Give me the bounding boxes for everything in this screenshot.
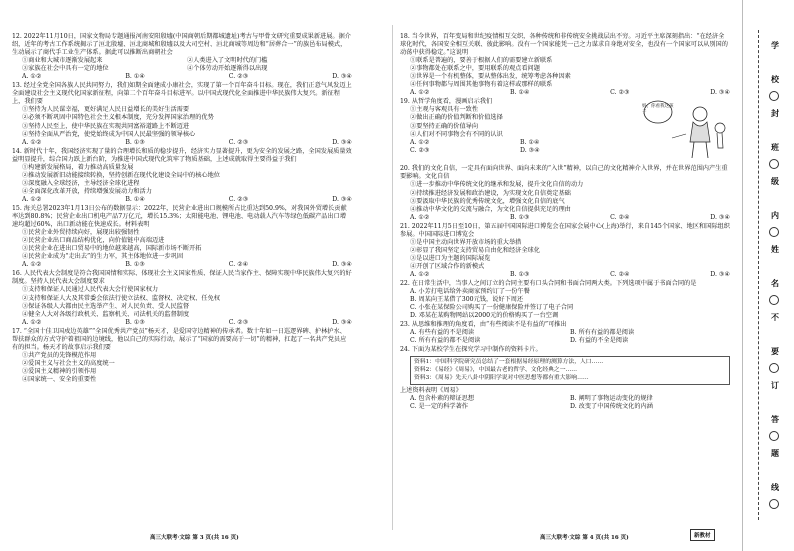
option: ②支持和保证人大及其常委会依法行使立法权、监督权、决定权、任免权 bbox=[22, 294, 220, 302]
question-prompt: 上述资料表明《周易》 bbox=[400, 387, 462, 395]
option: A. 小芳打电话给外卖商家预约订了一份午餐 bbox=[410, 288, 530, 296]
binding-circle-icon bbox=[769, 499, 779, 509]
option: ②推动发展新旧动能接续转换，坚持创新在现代化建设全局中的核心地位 bbox=[22, 171, 220, 179]
option: ④任何事物都与周围其他事物有着这样或那样的联系 bbox=[410, 81, 553, 89]
option: C. 小张在某保险公司购买了一份健康保险并签订了电子合同 bbox=[410, 304, 574, 312]
question-stem: 14. 新时代十年，我国经济实现了量的合理增长和质的稳步提升，经济实力显著提升，更为安全的发展之路，全国发展质量效益明显提升，综合国力跃上新台阶，为推进中国式现代化筑牢了物质基础，上述成就取得主要得益于我们 bbox=[12, 147, 352, 163]
right-column bbox=[400, 33, 730, 412]
binding-char: 答 bbox=[771, 414, 779, 424]
cartoon-illustration bbox=[638, 98, 730, 162]
binding-circle-icon bbox=[769, 159, 779, 169]
question-stem: 18. 当今世界，百年变局和世纪疫情相互交织，各种传统和非传统安全挑战层出不穷。习近平主席深刻指出：“在经济全球化时代，各国安全相互关联、彼此影响。没有一个国家能凭一己之力谋求自身绝对安全，也没有一个国家可以从别国的动荡中获得稳定。”这说明 bbox=[400, 33, 728, 57]
option: ③要汲取中华民族的优秀传统文化，增强文化自信的底气 bbox=[410, 197, 565, 205]
option: C. 是一定的科学著作 bbox=[410, 403, 468, 411]
binding-char: 要 bbox=[771, 346, 779, 356]
question-24 bbox=[400, 346, 730, 411]
question-22 bbox=[400, 280, 730, 320]
question-stem: 20. 我们的文化自信，一定具有面向世界、面向未来的“入世”精神，以自己的文化精神介入世界，并在世界范围内产生重要影响。文化自信 bbox=[400, 165, 728, 181]
option: ②做出正确的价值判断和价值选择 bbox=[410, 114, 503, 122]
option: ①共产党员的先锋模范作用 bbox=[22, 351, 97, 359]
choice-b: B. ①④ bbox=[510, 89, 530, 97]
question-21 bbox=[400, 223, 730, 279]
question-20 bbox=[400, 165, 730, 221]
option: A. 包含朴素的辩证思想 bbox=[410, 395, 475, 403]
question-stem: 19. 从哲学角度看，漫画启示我们 bbox=[400, 98, 493, 106]
question-13 bbox=[12, 82, 352, 146]
choice-d: D. ③④ bbox=[710, 270, 730, 278]
binding-circle-icon bbox=[769, 363, 779, 373]
choice-c: C. ②④ bbox=[610, 213, 630, 221]
option: D. 改变了中国传统文化的内涵 bbox=[570, 403, 653, 411]
choice-d: D. ③④ bbox=[710, 89, 730, 97]
binding-char: 姓 bbox=[771, 244, 779, 254]
left-column bbox=[12, 33, 352, 385]
choice-a: A. ①② bbox=[22, 195, 42, 203]
question-14 bbox=[12, 148, 352, 204]
option: ③爱国主义精神的引领作用 bbox=[22, 367, 97, 375]
choice-c: C. ②④ bbox=[228, 261, 249, 269]
material-line: 资料2：《易经》《周易》，中国最古老的哲学、文化经典之一…… bbox=[414, 367, 578, 374]
choice-b: B. ①④ bbox=[125, 195, 145, 203]
option: ②爱国主义与社会主义的高度统一 bbox=[22, 359, 115, 367]
binding-circle-icon bbox=[769, 431, 779, 441]
option: ③世界是一个有机整体，要从整体出发，统筹考虑各种因素 bbox=[410, 73, 571, 81]
binding-char: 不 bbox=[771, 312, 779, 322]
option: ②必须不断巩固中国特色社会主义根本制度，充分发挥国家治理的优势 bbox=[22, 114, 214, 122]
question-16 bbox=[12, 270, 352, 326]
binding-char: 内 bbox=[771, 210, 779, 220]
option: C. 所有有益的都不是阅读 bbox=[410, 337, 481, 345]
choice-a: A. ①② bbox=[22, 318, 42, 326]
question-12 bbox=[12, 33, 352, 81]
choice-d: D. ③④ bbox=[332, 261, 352, 269]
option: ④推动中华文化的交流与融合，为文化自信提供充足的理由 bbox=[410, 205, 571, 213]
binding-line bbox=[758, 30, 759, 520]
option: ①进一步推动中华传统文化的继承和发展，提升文化自信的动力 bbox=[410, 181, 584, 189]
option: B. 所有有益的都是阅读 bbox=[570, 329, 635, 337]
binding-char: 名 bbox=[771, 278, 779, 288]
option: B. 阐明了事物运动变化的规律 bbox=[570, 395, 653, 403]
option: ③家族在社会中具有一定的地位 bbox=[22, 65, 109, 73]
choice-a: A. ①② bbox=[410, 89, 430, 97]
option: ①商业和大城市逐渐发展起来 bbox=[22, 57, 103, 65]
option: ②彰显了我国坚定支持贸易自由化和经济全球化 bbox=[410, 246, 540, 254]
option: ③民营企业在进出口贸易中的地位越来越高，国际新市场不断开拓 bbox=[22, 245, 202, 253]
binding-strip bbox=[742, 0, 794, 551]
option: ③深度融入全球经济，主导经济全球化进程 bbox=[22, 179, 140, 187]
choice-a: A. ①② bbox=[22, 138, 42, 146]
binding-char: 校 bbox=[771, 74, 779, 84]
binding-char: 级 bbox=[771, 176, 779, 186]
choice-a: A. ①② bbox=[22, 73, 42, 81]
question-19 bbox=[400, 98, 730, 164]
option: ②持续推进经济发展和政治建设，为实现文化自信奠定基础 bbox=[410, 189, 571, 197]
option: ②民营企业出口商品结构优化，向价值链中高端迈进 bbox=[22, 237, 165, 245]
option: ③是以进口为主题的国际展览 bbox=[410, 254, 491, 262]
option: D. 邓某在某购物网站以2000元的价格购买了一台空调 bbox=[410, 312, 559, 320]
option: ④个体劳动开始逐渐得以出现 bbox=[187, 65, 268, 73]
choice-c: C. ②③ bbox=[228, 138, 249, 146]
choice-c: C. ②③ bbox=[228, 195, 249, 203]
question-stem: 22. 在日常生活中，当事人之间订立的合同主要有口头合同和书面合同两大类。下列选项中属于书面合同的是 bbox=[400, 280, 697, 288]
option: D. 有益的不全是阅读 bbox=[570, 337, 629, 345]
option: ③保证各级人大都由民主选举产生、对人民负责、受人民监督 bbox=[22, 302, 190, 310]
option: ①构建新发展格局，着力推动高质量发展 bbox=[22, 163, 134, 171]
option: ③坚持人民至上，使中华民族在实现共同富裕道路上不断迈进 bbox=[22, 122, 190, 130]
choice-d: D. ③④ bbox=[332, 138, 352, 146]
option: B. 周某向王某借了300元钱，说好下周还 bbox=[410, 296, 524, 304]
binding-char: 订 bbox=[771, 380, 779, 390]
question-15 bbox=[12, 205, 352, 269]
binding-char: 题 bbox=[771, 448, 779, 458]
option: ④全面深化改革开放，持续增强发展动力和活力 bbox=[22, 187, 152, 195]
question-18 bbox=[400, 33, 730, 97]
option: ③要坚持正确的价值导向 bbox=[410, 122, 479, 130]
choice-d: D. ③④ bbox=[710, 213, 730, 221]
question-stem: 21. 2022年11月5日至10日，第五届中国国际进口博览会在国家会展中心(上海)举行，来自145个国家、地区和国际组织参展。中国国际进口博览会 bbox=[400, 222, 730, 238]
binding-char: 学 bbox=[771, 40, 779, 50]
cartoon-caption: 妈，你看我这孩子 bbox=[642, 104, 674, 115]
binding-char: 封 bbox=[771, 108, 779, 118]
option: ④坚持全面从严治党，使党始终成为中国人民最坚强的领导核心 bbox=[22, 130, 196, 138]
option: ①民营企业外贸持续向好，展现出较强韧性 bbox=[22, 229, 140, 237]
binding-char: 班 bbox=[771, 142, 779, 152]
choice-b: B. ①③ bbox=[125, 138, 145, 146]
page-footer-right: 高三大联考·文综 第 4 页(共 16 页) bbox=[540, 535, 629, 541]
choice-b: B. ①③ bbox=[125, 318, 145, 326]
question-stem: 23. 从思维和推理的角度看，由“有些阅读不是有益的”可推出 bbox=[400, 321, 567, 329]
material-line: 资料1：中国科学院研究员总结了一套根据易经原理的测算方法，人口…… bbox=[414, 359, 604, 366]
option: A. 有些有益的不是阅读 bbox=[410, 329, 475, 337]
page-footer-left: 高三大联考·文综 第 3 页(共 16 页) bbox=[150, 535, 239, 541]
option: ①支持和保证人民通过人民代表大会行使国家权力 bbox=[22, 286, 159, 294]
choice-a: A. ①② bbox=[410, 213, 430, 221]
binding-circle-icon bbox=[769, 295, 779, 305]
question-stem: 24. 下面为某校学生在探究学习中制作的资料卡片。 bbox=[400, 346, 542, 354]
choice-b: B. ①④ bbox=[125, 73, 145, 81]
material-line: 资料3：《周易》先天八卦中阴阳学说对中医思想等都有重大影响…… bbox=[414, 374, 589, 381]
option: ④健全人大对各级行政机关、监察机关、司法机关的监督制度 bbox=[22, 310, 190, 318]
question-stem: 15. 海关总署2023年1月13日公布的数据显示：2022年，民营企业进出口规模所占比重达到50.9%，对我国外贸增长贡献率达到80.8%；民营企业出口机电产品7万亿元，增长15.3%；太阳能电池、锂电池、电动载人汽车等绿色低碳产品出口增速均超过60%，出口新动能在快速成长。材料表明 bbox=[12, 204, 347, 229]
choice-c: C. ②③ bbox=[228, 73, 249, 81]
question-stem: 17. “全国十佳卫国戍边英雄”“全国优秀共产党员”杨天才，是爱国守边精神的传承者。数十年如一日巡逻界碑、护林护水、帮扶群众的方式守护着祖国的边境线，他以自己的实际行动，展示了“国家的需要高于一切”的精神，扛起了一名共产党员应有的担当。杨天才的故事启示我们要 bbox=[12, 327, 347, 351]
choice-b: B. ①③ bbox=[125, 261, 145, 269]
choice-a: A. ①② bbox=[22, 261, 42, 269]
question-23 bbox=[400, 321, 730, 345]
option: ①坚持为人民谋幸福，更好满足人民日益增长的美好生活需要 bbox=[22, 106, 190, 114]
choice-d: D. ③④ bbox=[332, 318, 352, 326]
option: ④国家统一、安全的重要性 bbox=[22, 375, 97, 383]
option: ①主观与客观具有一致性 bbox=[410, 106, 479, 114]
choice-d: D. ③④ bbox=[520, 146, 540, 154]
choice-c: C. ②③ bbox=[610, 89, 630, 97]
option: ④开创了区域合作的新模式 bbox=[410, 262, 485, 270]
question-17 bbox=[12, 328, 352, 384]
question-stem: 12. 2022年11月10日，国家文物局专题通报河南安阳殷墟(中国商朝后期都城遗址)考古与甲骨文研究重要成果新进展。据介绍，近年的考古工作系统揭示了洹北殷墟、洹北商城和殷墟以及大司空村、洹北商城等周边和“居葬合一”的族邑布局模式，生动展示了商代手工业生产体系。据此可以推断出商朝社会 bbox=[12, 33, 351, 57]
material-card bbox=[410, 356, 730, 385]
choice-b: B. ①③ bbox=[510, 213, 530, 221]
choice-d: D. ③④ bbox=[332, 195, 352, 203]
choice-d: D. ③④ bbox=[332, 73, 352, 81]
binding-char: 线 bbox=[771, 482, 779, 492]
column-divider bbox=[392, 25, 393, 530]
option: ②事物都处在联系之中，要用联系的观点看问题 bbox=[410, 65, 540, 73]
choice-b: B. ①④ bbox=[520, 138, 540, 146]
choice-a: A. ①② bbox=[410, 138, 430, 146]
option: ①是中国主动向世界开放市场的重大举措 bbox=[410, 238, 522, 246]
binding-circle-icon bbox=[769, 91, 779, 101]
edition-badge: 新教材 bbox=[690, 529, 715, 541]
option: ④民营企业成为“走出去”的生力军，其主体地位进一步巩固 bbox=[22, 253, 184, 261]
binding-circle-icon bbox=[769, 227, 779, 237]
option: ④人们对不同事物会有不同的认识 bbox=[410, 130, 503, 138]
choice-c: C. ②③ bbox=[410, 146, 430, 154]
question-stem: 13. 经过全党全国各族人民共同努力，我们如期全面建成小康社会，实现了第一个百年奋斗目标。现在，我们正意气风发迈上全面建设社会主义现代化国家新征程，向第二个百年奋斗目标进军。以中国式现代化全面推进中华民族伟大复兴。新征程上，我们要 bbox=[12, 82, 352, 106]
option: ①联系是普遍的，要善于根据人们的需要建立新联系 bbox=[410, 57, 553, 65]
choice-a: A. ①② bbox=[410, 270, 430, 278]
choice-b: B. ①③ bbox=[510, 270, 530, 278]
choice-c: C. ②③ bbox=[228, 318, 249, 326]
choice-c: C. ②④ bbox=[610, 270, 630, 278]
question-stem: 16. 人民代表大会制度是符合我国国情和实际、体现社会主义国家性质、保证人民当家作主、保障实现中华民族伟大复兴的好制度。坚持人民代表大会制度要求 bbox=[12, 270, 352, 286]
option: ②人类进入了文明时代的门槛 bbox=[187, 57, 268, 65]
